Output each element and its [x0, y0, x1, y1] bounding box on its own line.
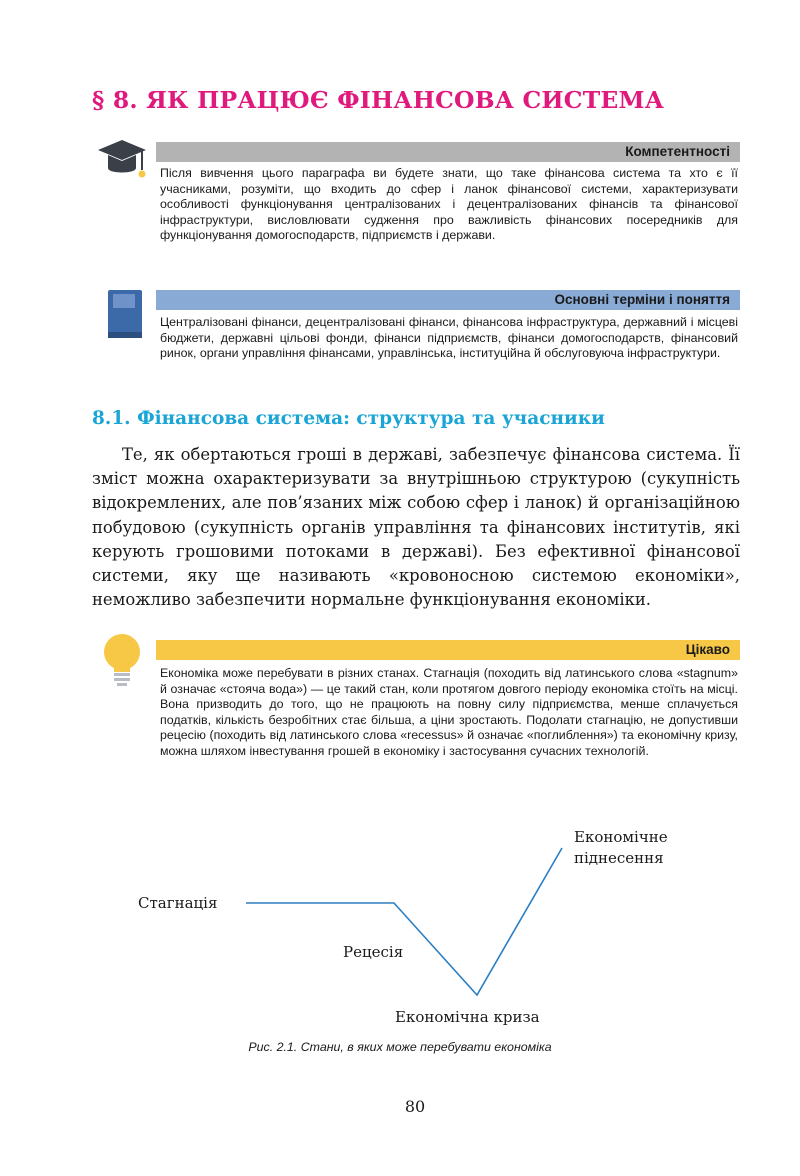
label-boom-line2: піднесення	[574, 849, 664, 867]
terms-text: Централізовані фінанси, децентралізовані фінанси, фінансова інфраструктура, державний і місцеві бюджети, державні цільові фонди, фінанси підприємств, фінанси домогосподарств, фінансовий ринок, органи управління фінансами, управлінська, інституційна й обслуговуюча інфраструктури.	[160, 315, 738, 361]
body-text	[92, 443, 740, 612]
page-title: § 8. ЯК ПРАЦЮЄ ФІНАНСОВА СИСТЕМА	[92, 86, 665, 114]
label-recession: Рецесія	[343, 943, 404, 961]
lightbulb-icon	[100, 632, 144, 688]
figure-caption: Рис. 2.1. Стани, в яких може перебувати економіка	[248, 1040, 552, 1054]
interesting-heading: Цікаво	[156, 640, 740, 660]
graduation-cap-icon	[96, 136, 148, 188]
label-crisis: Економічна криза	[395, 1008, 540, 1026]
label-boom-line1: Економічне	[574, 828, 668, 846]
terms-heading: Основні терміни і поняття	[156, 290, 740, 310]
competencies-heading: Компетентності	[156, 142, 740, 162]
book-icon	[106, 288, 146, 340]
economy-states-diagram	[0, 820, 800, 1030]
page-number: 80	[404, 1097, 426, 1116]
interesting-text: Економіка може перебувати в різних станах. Стагнація (походить від латинського слова «stagnum» й означає «стояча вода») — це такий стан, коли протягом довгого періоду економіка стоїть на місці. Вона призводить до того, що не працюють на повну силу підприємства, менше сплачується податків, кількість безробітних стає більша, а ціни зростають. Подолати стагнацію, не допустивши рецесію (походить від латинського слова «recessus» й означає «поглиблення») та економічну кризу, можна шляхом інвестування грошей в економіку і застосування сучасних технологій.	[160, 666, 738, 758]
body-paragraph: Те, як обертаються гроші в державі, забезпечує фінансова система. Її зміст можна охарактеризувати за внутрішньою структурою (сукупність відокремлених, але пов’язаних між собою сфер і ланок) й організаційною побудовою (сукупність органів управління та фінансових інститутів, які керують грошовими потоками в державі). Без ефективної фінансової системи, яку ще називають «кровоносною системою економіки», неможливо забезпечити нормальне функціонування економіки.	[92, 445, 740, 610]
label-stagnation: Стагнація	[138, 894, 218, 912]
section-heading: 8.1. Фінансова система: структура та учасники	[92, 408, 605, 429]
economy-cycle-line	[246, 848, 562, 995]
competencies-text: Після вивчення цього параграфа ви будете знати, що таке фінансова система та хто є її учасниками, розуміти, що входить до сфер і ланок фінансової системи, характеризувати особливості функціонування централізованих і децентралізованих фінансів та фінансової інфраструктури, висловлювати судження про важливість фінансових посередників для функціонування домогосподарств, підприємств і держави.	[160, 166, 738, 243]
